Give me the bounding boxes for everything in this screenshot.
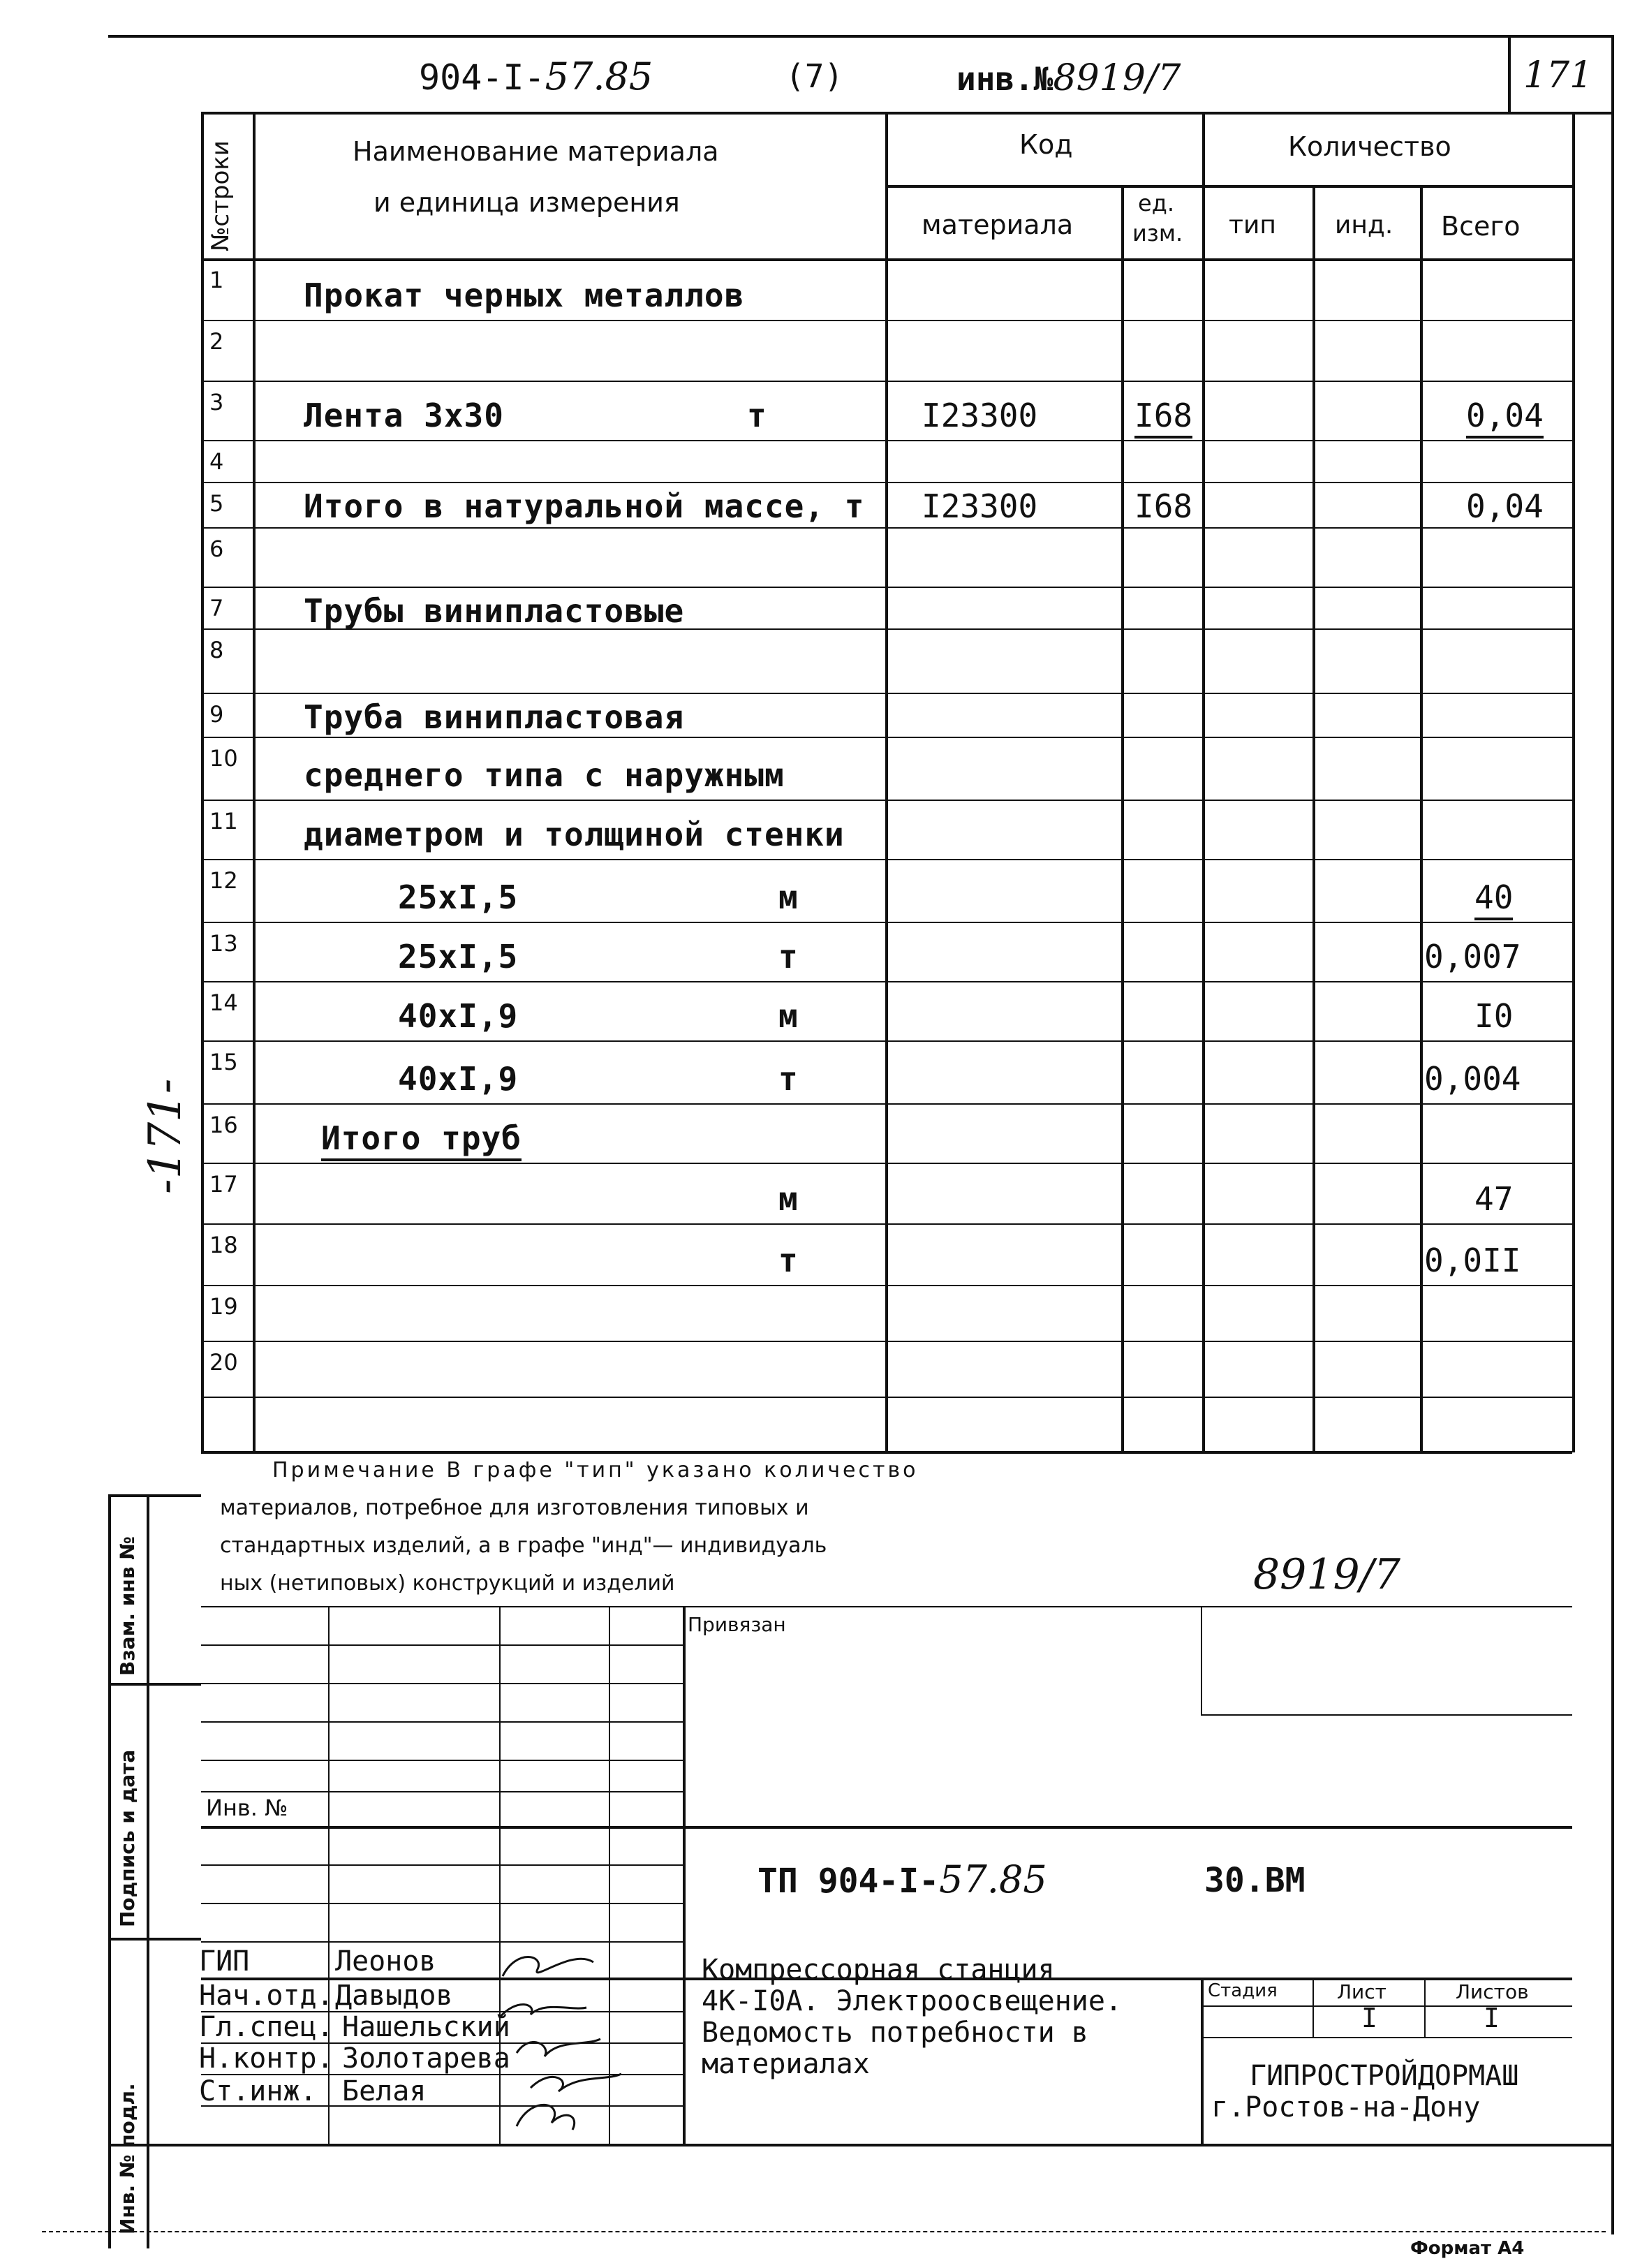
side-strip-top	[108, 1494, 201, 1497]
row-unit: т	[747, 397, 767, 434]
col-header-code-material: материала	[922, 209, 1074, 240]
row-total: I0	[1474, 997, 1514, 1035]
row-number: 14	[209, 989, 238, 1016]
row-line	[201, 1040, 1572, 1042]
title-line-1: Компрессорная станция	[702, 1954, 1055, 1986]
col-sep-ind	[1420, 185, 1423, 1452]
row-number: 2	[209, 328, 224, 355]
side-strip-sep-2	[108, 1938, 201, 1941]
col-header-name-1: Наименование материала	[353, 136, 719, 167]
row-line	[201, 440, 1572, 441]
col-header-qty-ind: инд.	[1335, 211, 1393, 240]
col-header-quantity: Количество	[1288, 131, 1451, 162]
frame-right	[1611, 112, 1614, 2234]
row-total: 0,007	[1424, 938, 1521, 975]
org-line-2: г.Ростов-на-Дону	[1211, 2091, 1481, 2123]
row-number: 19	[209, 1293, 238, 1320]
doc-code	[419, 54, 653, 98]
side-page-number: -171-	[140, 1078, 191, 1194]
row-line	[201, 1341, 1572, 1342]
row-line	[201, 1397, 1572, 1398]
title-line-4: материалах	[702, 2048, 870, 2080]
col-sep-rowno	[253, 112, 256, 1452]
row-number: 12	[209, 867, 238, 894]
signature-role: Н.контр.	[199, 2042, 334, 2075]
tb-stage-bottom	[1201, 2037, 1572, 2038]
row-line	[201, 1285, 1572, 1286]
note-line-1: Примечание В графе "тип" указано количество	[272, 1458, 919, 1482]
note-line-3: стандартных изделий, а в графе "инд"— индивидуаль	[220, 1533, 827, 1558]
side-label-podpis: Подпись и дата	[116, 1749, 139, 1927]
row-number: 5	[209, 490, 224, 517]
tb-vline-5	[1201, 1978, 1204, 2144]
row-name: 25хI,5	[398, 938, 519, 975]
row-number: 8	[209, 637, 224, 663]
sheet-number: (7)	[785, 57, 844, 95]
row-number: 20	[209, 1349, 238, 1376]
inventory-label: инв.№	[956, 60, 1053, 98]
tb-line-6	[201, 1791, 683, 1792]
tb-line-5	[201, 1760, 683, 1761]
note-line-4: ных (нетиповых) конструкций и изделий	[220, 1571, 675, 1596]
row-line	[201, 320, 1572, 321]
row-number: 1	[209, 267, 224, 293]
row-line	[201, 587, 1572, 588]
side-strip-outer	[108, 1494, 111, 2248]
row-unit: т	[778, 1060, 798, 1098]
row-unit-code: I68	[1134, 397, 1192, 439]
privyazan-label: Привязан	[688, 1613, 786, 1636]
row-unit-code: I68	[1134, 487, 1193, 525]
title-line-3: Ведомость потребности в	[702, 2017, 1088, 2049]
col-sep-code	[1121, 185, 1124, 1452]
signature-name: Леонов	[335, 1945, 436, 1978]
row-total: 0,04	[1466, 487, 1544, 525]
row-total: 40	[1474, 878, 1513, 920]
inv-no-label: Инв. №	[206, 1795, 288, 1821]
row-line	[201, 1163, 1572, 1164]
row-number: 9	[209, 701, 224, 728]
signature-name: Белая	[342, 2075, 427, 2107]
row-line	[201, 482, 1572, 483]
signature-name: Нашельский	[342, 2011, 510, 2043]
row-total: 0,04	[1466, 397, 1544, 439]
row-name: диаметром и толщиной стенки	[304, 816, 845, 853]
row-number: 11	[209, 808, 238, 834]
side-label-inv-podl: Инв. № подл.	[116, 2083, 139, 2234]
signature-role: Гл.спец.	[199, 2011, 334, 2043]
sheets-label: Листов	[1456, 1980, 1529, 2003]
page-number: 171	[1523, 54, 1593, 96]
table-top	[201, 112, 1611, 115]
signature-scribbles	[489, 1941, 670, 2151]
sheet-label: Лист	[1337, 1980, 1387, 2003]
row-number: 4	[209, 448, 224, 475]
tp-code	[757, 1857, 1047, 1901]
col-sep-type	[1312, 185, 1315, 1452]
signature-name: Давыдов	[335, 1980, 453, 2012]
side-label-vzam: Взам. инв №	[116, 1536, 139, 1676]
note-line-2: материалов, потребное для изготовления типовых и	[220, 1496, 809, 1520]
row-number: 10	[209, 745, 238, 772]
col-header-code-unit-1: ед.	[1138, 190, 1174, 216]
row-total: 0,0II	[1424, 1242, 1521, 1279]
table-bottom	[201, 1451, 1572, 1454]
org-line-1: ГИПРОСТРОЙДОРМАШ	[1250, 2060, 1519, 2092]
tb-vline-6	[1312, 1978, 1314, 2037]
table-left	[201, 112, 204, 1452]
signature-role: Нач.отд.	[199, 1980, 334, 2012]
row-name: Прокат черных металлов	[304, 277, 745, 314]
tb-bottom	[108, 2144, 1611, 2146]
tb-line-1	[201, 1606, 1572, 1607]
row-name: Итого в натуральной массе, т	[304, 487, 865, 525]
col-sep-unit	[1202, 112, 1205, 1452]
page-box-line	[1508, 35, 1511, 112]
tb-vline-priv	[1201, 1606, 1202, 1714]
frame-top-line	[108, 35, 1613, 38]
title-line-2: 4К-I0А. Электроосвещение.	[702, 1985, 1123, 2017]
row-material-code: I23300	[922, 487, 1038, 525]
col-header-code-unit-2: изм.	[1132, 220, 1183, 246]
side-strip-inner	[147, 1494, 149, 2248]
tb-vline-7	[1424, 1978, 1426, 2037]
tb-line-7	[201, 1826, 1572, 1829]
doc-code-prefix: 904-I-	[419, 57, 545, 98]
header-mid-line	[885, 185, 1572, 188]
doc-code-hand: 57.85	[545, 54, 653, 98]
row-unit: м	[778, 878, 798, 916]
footer-line	[42, 2231, 1606, 2232]
side-strip-sep-1	[108, 1683, 201, 1686]
col-sep-name	[885, 112, 888, 1452]
tb-line-3	[201, 1683, 683, 1684]
row-unit: м	[778, 997, 798, 1035]
row-line	[201, 981, 1572, 982]
tb-line-priv	[1201, 1714, 1572, 1716]
row-number: 7	[209, 595, 224, 621]
row-number: 13	[209, 930, 238, 957]
inventory-hand: 8919/7	[1053, 57, 1181, 99]
note-hand-inventory: 8919/7	[1253, 1550, 1401, 1599]
row-line	[201, 922, 1572, 923]
tb-line-8	[201, 1864, 683, 1866]
row-total: 47	[1474, 1180, 1514, 1218]
tb-line-2	[201, 1644, 683, 1646]
tb-line-9	[201, 1903, 683, 1904]
row-number: 17	[209, 1171, 238, 1198]
row-number: 18	[209, 1232, 238, 1258]
row-number: 15	[209, 1049, 238, 1075]
header-bottom-line	[201, 258, 1572, 261]
tb-line-4	[201, 1721, 683, 1723]
row-name: среднего типа с наружным	[304, 756, 785, 794]
tb-stage-line	[1201, 2005, 1572, 2007]
row-number: 6	[209, 536, 224, 562]
col-header-qty-type: тип	[1229, 211, 1276, 240]
sheets-value: I	[1484, 2003, 1500, 2033]
signature-role: ГИП	[199, 1945, 250, 1978]
row-unit: т	[778, 938, 798, 975]
frame-right-top	[1611, 35, 1614, 112]
col-header-name-2: и единица измерения	[374, 187, 680, 218]
row-line	[201, 859, 1572, 860]
row-name: 25хI,5	[398, 878, 519, 916]
table-right	[1572, 112, 1575, 1452]
row-material-code: I23300	[922, 397, 1038, 434]
tp-code-hand: 57.85	[939, 1857, 1047, 1901]
row-name: Трубы винипластовые	[304, 592, 685, 630]
col-header-code: Код	[1019, 129, 1073, 160]
tb-vline-4	[683, 1606, 686, 2144]
row-line	[201, 800, 1572, 801]
row-name: Лента 3х30	[304, 397, 504, 434]
row-name: 40хI,9	[398, 1060, 519, 1098]
row-number: 3	[209, 389, 224, 415]
tp-code-prefix: ТП 904-I-	[757, 1862, 940, 1901]
signature-role: Ст.инж.	[199, 2075, 317, 2107]
inventory-number	[956, 57, 1181, 99]
row-unit: т	[778, 1242, 798, 1279]
row-line	[201, 1103, 1572, 1105]
stage-label: Стадия	[1208, 1980, 1278, 2001]
row-name: Итого труб	[321, 1119, 522, 1161]
row-number: 16	[209, 1112, 238, 1138]
row-line	[201, 527, 1572, 529]
col-header-qty-total: Всего	[1441, 211, 1521, 242]
row-line	[201, 693, 1572, 694]
row-name: 40хI,9	[398, 997, 519, 1035]
sheet-value: I	[1361, 2003, 1377, 2033]
row-unit: м	[778, 1180, 798, 1218]
doc-suffix: 30.ВМ	[1204, 1861, 1306, 1900]
row-line	[201, 737, 1572, 738]
row-total: 0,004	[1424, 1060, 1521, 1098]
format-label: Формат А4	[1410, 2238, 1525, 2259]
col-header-row-no: №строки	[207, 140, 235, 251]
signature-name: Золотарева	[342, 2042, 510, 2075]
row-line	[201, 1223, 1572, 1225]
row-name: Труба винипластовая	[304, 698, 685, 736]
row-line	[201, 381, 1572, 382]
